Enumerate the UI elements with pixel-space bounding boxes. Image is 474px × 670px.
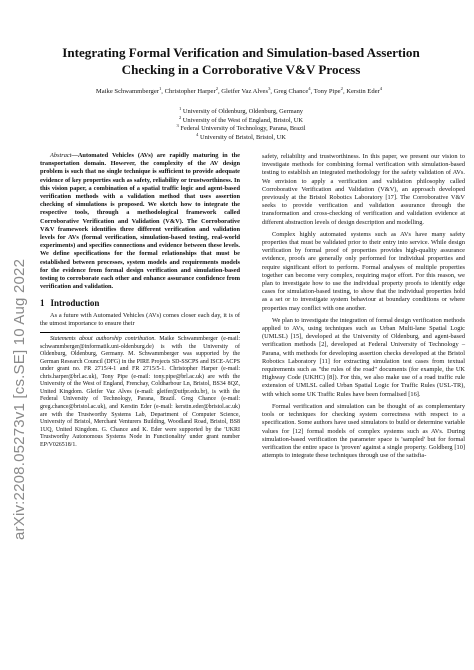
body-paragraph: safety, reliability and trustworthiness. In this paper, we present our vision to investigate methods for combining formal verification with simulation-based testing to establish an integrated methodology for the safety validation of AVs. We envision to apply a verification and validation philosophy called Corroborative Verification and Validation (V&V), an approach developed previously at the Bristol Robotics Laboratory [17]. The Corroborative V&V seeks to provide verification and validation assurance through the transformation and cross-checking of verification and validation evidence at different abstraction levels of design description and modelling. (262, 153, 465, 226)
abstract-label: Abstract (50, 152, 72, 159)
affiliation: $^1$ University of Oldenburg, Oldenburg, Germany (179, 105, 303, 115)
footnote-label: Statements about authorship contribution. (50, 336, 156, 343)
left-column (40, 152, 240, 449)
abstract (40, 152, 240, 291)
author: Maike Schwammberger$^1$ (95, 85, 162, 95)
author: Greg Chance$^4$ (273, 85, 311, 95)
footnote-text: Maike Schwammberger (e-mail: schwammberger@informatik.uni-oldenburg.de) is with the University of Oldenburg, Oldenburg, Germany. M. Schwammberger was supported by the German Research Council (DFG) in the PIRE Projects SD-SSCPS and ISCE-ACPS under grant no. FR 2715/4-1 and FR 2715/5-1. Christopher Harper (e-mail: chris.harper@brl.ac.uk), Tony Pipe (e-mail: tony.pipe@brl.ac.uk) are with the University of the West of England, Frenchay, Coldharbour Ln, Bristol, BS34 8QZ, United Kingdom. Gleifer Vaz Alves (e-mail: gleifer@utfpr.edu.br), is with the Federal University of Technology, Parana, Brazil. Greg Chance (e-mail: greg.chance@bristol.ac.uk), and Kerstin Eder (e-mail: kerstin.eder@bristol.ac.uk) are with the Trustworthy Systems Lab, Department of Computer Science, University of Bristol, Merchant Venturers Building, Woodland Road, Bristol, BS8 1UQ, United Kingdom. G. Chance and K. Eder were supported by the 'UKRI Trustworthy Autonomous Systems Node in Functionality' under grant number EP/V026518/1. (40, 336, 241, 448)
affiliation: $^3$ Federal University of Technology, Parana, Brazil (176, 123, 306, 133)
author: Christopher Harper$^2$ (164, 85, 218, 95)
section-heading: 1 Introduction (40, 298, 100, 309)
body-paragraph: Complex highly automated systems such as AVs have many safety properties that must be validated prior to their entry into service. While design verification by formal proof of properties provides high-quality assurance evidence, proofs are generally only performed for individual properties and require significant effort to perform. Formal analyses of multiple properties together can become very complex, requiring major effort. For this reason, we plan to investigate how to use the individual property proofs to identify edge cases for simulation-based testing, to show that the individual properties hold as a set or to investigate system behaviour at boundary conditions or where properties may conflict with one another. (262, 230, 465, 312)
title-line-2: Checking in a Corroborative V&V Process (121, 62, 361, 77)
affiliation-list (60, 105, 422, 142)
body-paragraph: Formal verification and simulation can be thought of as complementary tools or techniques for checking system correctness with respect to a specification. Some authors have used simulators to build or determine variable values for [12] formal models of complex systems such as AVs. During simulation-based verification the parameter space is 'sampled' but for formal verification the entire space is 'proven' against a single property. Goldberg [10] attempts to integrate these techniques through use of the satisfia- (262, 402, 465, 460)
author: Kerstin Eder$^4$ (346, 85, 383, 95)
intro-paragraph: As a future with Automated Vehicles (AVs) comes closer each day, it is of the utmost importance to ensure their (40, 311, 240, 327)
right-column (262, 153, 465, 460)
author: Gleifer Vaz Alves$^3$ (221, 85, 271, 95)
affiliation: $^4$ University of Bristol, Bristol, UK (196, 131, 286, 141)
authorship-footnote (40, 332, 240, 449)
author-list: Maike Schwammberger$^1$, Christopher Harper$^2$, Gleifer Vaz Alves$^3$, Greg Chance$^4$, Tony Pipe$^2$, Kerstin Eder$^4$ (95, 85, 383, 95)
arxiv-identifier[interactable]: arXiv:2208.05273v1 [cs.SE] 10 Aug 2022 (11, 258, 28, 540)
title-line-1: Integrating Formal Verification and Simulation-based Assertion (62, 45, 420, 60)
paper-title (60, 44, 422, 78)
author: Tony Pipe$^2$ (313, 85, 343, 95)
abstract-text: —Automated Vehicles (AVs) are rapidly maturing in the transportation domain. However, the complexity of the AV design problem is such that no single technique is sufficient to provide adequate evidence of key properties such as safety, reliability or trustworthiness. In this vision paper, a combination of a spatial traffic logic and agent-based verification methods with a validation method that uses assertion checking of simulations is proposed. We sketch how to integrate the respective tools, through a methodological framework called Corroborative Verification and Validation (V&V). The Corroborative V&V framework identifies three different verification and validation levels for AVs (formal verification, simulation-based testing, real-world experiments) and specifies connections and evidence between these levels. We define specifications for the formal relationships that must be established between processes, system models and requirements models for the evidence from formal design verification and simulation-based testing to corroborate each other and enhance assurance confidence from verification and validation. (40, 152, 240, 291)
body-paragraph: We plan to investigate the integration of formal design verification methods applied to AVs, using techniques such as Urban Multi-lane Spatial Logic (UMLSL) [15], developed at the University of Oldenburg, and agent-based verification methods [2], developed at Federal University of Technology – Parana, with methods for developing assertion checks developed at the Bristol Robotics Laboratory [11] for extracting simulation test cases from textual requirements such as "the rules of the road" documents (for example, the UK Highway Code (UKHC) [8]). For this, we also make use of a road traffic rule extension of UMLSL called Urban Spatial Logic for Traffic Rules (USL-TR), with which some UK Traffic Rules have been formalised [16]. (262, 316, 465, 398)
affiliation: $^2$ University of the West of England, Bristol, UK (178, 114, 304, 124)
